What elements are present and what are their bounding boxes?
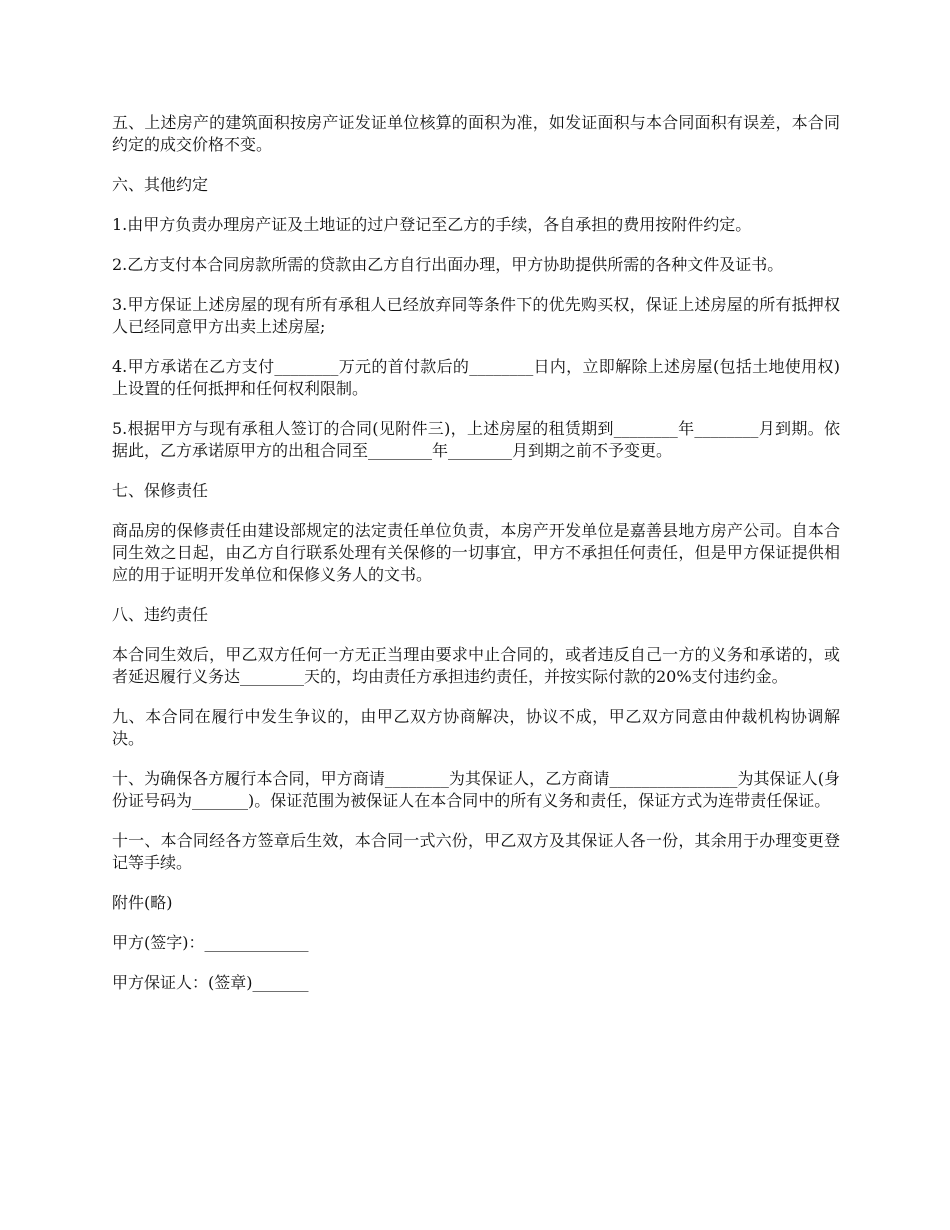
clause-11-effect: 十一、本合同经各方签章后生效，本合同一式六份，甲乙双方及其保证人各一份，其余用于办理变更登记等手续。 bbox=[112, 831, 840, 872]
clause-5-area: 五、上述房产的建筑面积按房产证发证单位核算的面积为准，如发证面积与本合同面积有误差，本合同约定的成交价格不变。 bbox=[112, 113, 840, 154]
clause-9-dispute: 九、本合同在履行中发生争议的，由甲乙双方协商解决，协议不成，甲乙双方同意由仲裁机构协调解决。 bbox=[112, 707, 840, 748]
warranty-clause: 商品房的保修责任由建设部规定的法定责任单位负责，本房产开发单位是嘉善县地方房产公司。自本合同生效之日起，由乙方自行联系处理有关保修的一切事宜，甲方不承担任何责任，但是甲方保证提供相应的用于证明开发单位和保修义务人的文书。 bbox=[112, 521, 840, 584]
party-a-guarantor-signature-line: 甲方保证人：(签章)_______ bbox=[112, 973, 309, 992]
section-6-heading: 六、其他约定 bbox=[112, 175, 209, 194]
clause-6-3: 3.甲方保证上述房屋的现有所有承租人已经放弃同等条件下的优先购买权，保证上述房屋的所有抵押权人已经同意甲方出卖上述房屋; bbox=[112, 295, 840, 336]
document-page bbox=[112, 112, 840, 1012]
clause-10-guarantor: 十、为确保各方履行本合同，甲方商请________为其保证人，乙方商请________________为其保证人(身份证号码为_______)。保证范围为被保证人在本合同中的所有义务和责任，保证方式为连带责任保证。 bbox=[112, 769, 840, 810]
clause-6-5: 5.根据甲方与现有承租人签订的合同(见附件三)，上述房屋的租赁期到________年________月到期。依据此，乙方承诺原甲方的出租合同至________年________月到期之前不予变更。 bbox=[112, 419, 840, 460]
attachment-note: 附件(略) bbox=[112, 893, 173, 912]
section-8-heading: 八、违约责任 bbox=[112, 605, 209, 624]
party-a-signature-line: 甲方(签字)：_____________ bbox=[112, 933, 309, 952]
clause-6-2: 2.乙方支付本合同房款所需的贷款由乙方自行出面办理，甲方协助提供所需的各种文件及证书。 bbox=[112, 255, 784, 274]
clause-6-1: 1.由甲方负责办理房产证及土地证的过户登记至乙方的手续，各自承担的费用按附件约定。 bbox=[112, 215, 752, 234]
section-7-heading: 七、保修责任 bbox=[112, 481, 209, 500]
breach-clause: 本合同生效后，甲乙双方任何一方无正当理由要求中止合同的，或者违反自己一方的义务和承诺的，或者延迟履行义务达________天的，均由责任方承担违约责任，并按实际付款的20%支付违约金。 bbox=[112, 645, 840, 686]
clause-6-4: 4.甲方承诺在乙方支付________万元的首付款后的________日内，立即解除上述房屋(包括土地使用权)上设置的任何抵押和任何权利限制。 bbox=[112, 357, 840, 398]
